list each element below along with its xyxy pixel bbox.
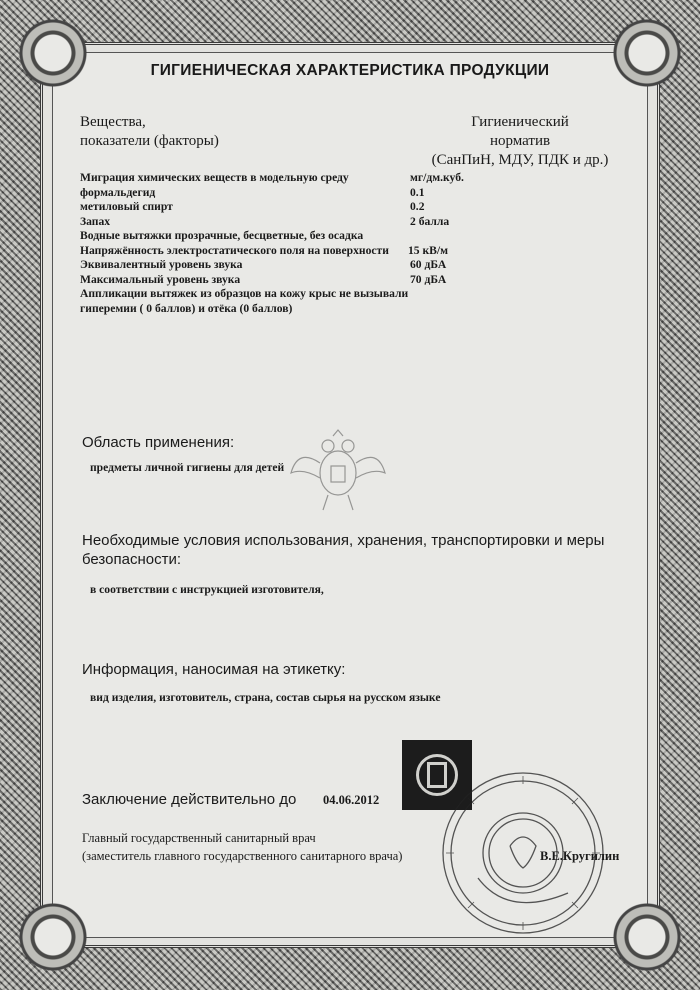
indicator-name: Водные вытяжки прозрачные, бесцветные, без осадка	[80, 229, 364, 242]
corner-ornament	[612, 902, 682, 972]
conditions-value: в соответствии с инструкцией изготовителя,	[90, 583, 324, 596]
scope-value: предметы личной гигиены для детей	[90, 461, 285, 474]
signatory-title: Главный государственный санитарный врач	[82, 831, 316, 845]
validity-date: 04.06.2012	[323, 793, 380, 807]
indicator-name: формальдегид	[80, 185, 156, 199]
label-info-label: Информация, наносимая на этикетку:	[82, 661, 346, 678]
header-right-line1: Гигиенический	[471, 114, 569, 130]
indicators-table	[80, 171, 560, 316]
indicator-value: 15 кВ/м	[408, 243, 449, 257]
scope-label: Область применения:	[82, 434, 235, 451]
indicator-value: 2 балла	[410, 214, 450, 228]
header-right-line2: норматив	[489, 133, 551, 149]
document-title: ГИГИЕНИЧЕСКАЯ ХАРАКТЕРИСТИКА ПРОДУКЦИИ	[150, 62, 550, 79]
validity-label: Заключение действительно до	[82, 791, 297, 808]
conditions-label-line1: Необходимые условия использования, хранения, транспортировки и меры	[82, 532, 605, 549]
indicator-value: мг/дм.куб.	[410, 171, 464, 184]
table-row	[80, 273, 560, 288]
indicator-value: 0.2	[410, 200, 425, 213]
indicator-value: 70 дБА	[410, 272, 447, 286]
table-row	[80, 258, 560, 273]
indicator-name: метиловый спирт	[80, 200, 173, 213]
table-row	[80, 200, 560, 215]
conditions-label-line2: безопасности:	[82, 551, 181, 568]
table-row	[80, 244, 560, 259]
signatory-title-deputy: (заместитель главного государственного санитарного врача)	[82, 849, 403, 863]
label-info-value: вид изделия, изготовитель, страна, состав сырья на русском языке	[90, 691, 441, 704]
signatory-name: В.Е.Кругилин	[540, 849, 620, 863]
table-row	[80, 229, 560, 244]
header-left-line2: показатели (факторы)	[80, 133, 219, 149]
table-row	[80, 186, 560, 201]
column-header-substances	[80, 113, 219, 151]
table-row	[80, 215, 560, 230]
indicator-name: Запах	[80, 214, 111, 228]
indicator-value: 60 дБА	[410, 258, 447, 271]
indicator-name: Аппликации вытяжек из образцов на кожу крыс не вызывали гиперемии ( 0 баллов) и отёка (0 баллов)	[80, 287, 409, 315]
state-emblem-icon	[283, 428, 393, 513]
corner-ornament	[18, 902, 88, 972]
header-right-line3: (СанПиН, МДУ, ПДК и др.)	[431, 152, 609, 168]
column-header-norm	[420, 113, 620, 170]
table-row	[80, 287, 560, 316]
header-left-line1: Вещества,	[80, 114, 146, 130]
indicator-name: Эквивалентный уровень звука	[80, 258, 243, 271]
conditions-label	[82, 531, 604, 569]
indicator-name: Миграция химических веществ в модельную среду	[80, 171, 349, 184]
indicator-name: Напряжённость электростатического поля на поверхности	[80, 243, 389, 257]
indicator-name: Максимальный уровень звука	[80, 272, 241, 286]
table-row	[80, 171, 560, 186]
indicator-value: 0.1	[410, 185, 425, 199]
